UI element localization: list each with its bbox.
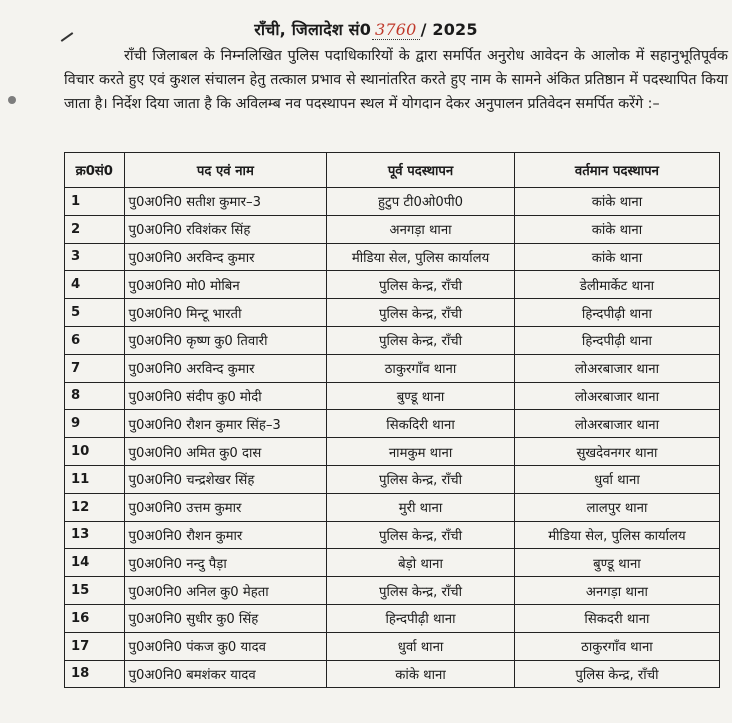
current-posting-cell: हिन्दपीढ़ी थाना bbox=[514, 326, 719, 354]
serial-cell: 18 bbox=[65, 660, 125, 688]
serial-cell: 16 bbox=[65, 604, 125, 632]
posting-table bbox=[64, 152, 720, 688]
previous-posting-cell: पुलिस केन्द्र, राँची bbox=[327, 465, 515, 493]
name-cell: पु0अ0नि0 सतीश कुमार–3 bbox=[124, 188, 327, 216]
serial-cell: 14 bbox=[65, 549, 125, 577]
current-posting-cell: पुलिस केन्द्र, राँची bbox=[514, 660, 719, 688]
order-number-handwritten: 3760 bbox=[372, 20, 420, 40]
table-row bbox=[65, 326, 720, 354]
order-body-text: राँची जिलाबल के निम्नलिखित पुलिस पदाधिकारियों के द्वारा समर्पित अनुरोध आवेदन के आलोक में सहानुभूतिपूर्वक विचार करते हुए एवं कुशल संचालन हेतु तत्काल प्रभाव से स्थानांतरित करते हुए नाम के सामने अंकित प्रतिष्ठान में पदस्थापित किया जाता है। निर्देश दिया जाता है कि अविलम्ब नव पदस्थापन स्थल में योगदान देकर अनुपालन प्रतिवेदन समर्पित करेंगे :– bbox=[64, 48, 728, 112]
name-cell: पु0अ0नि0 बमशंकर यादव bbox=[124, 660, 327, 688]
table-row bbox=[65, 438, 720, 466]
serial-cell: 2 bbox=[65, 215, 125, 243]
table-row bbox=[65, 215, 720, 243]
name-cell: पु0अ0नि0 रविशंकर सिंह bbox=[124, 215, 327, 243]
name-cell: पु0अ0नि0 रौशन कुमार bbox=[124, 521, 327, 549]
current-posting-cell: अनगड़ा थाना bbox=[514, 577, 719, 605]
serial-cell: 5 bbox=[65, 299, 125, 327]
previous-posting-cell: पुलिस केन्द्र, राँची bbox=[327, 326, 515, 354]
current-posting-cell: सुखदेवनगर थाना bbox=[514, 438, 719, 466]
order-heading-prefix: राँची, जिलादेश सं0 bbox=[254, 20, 372, 39]
previous-posting-cell: बुण्डू थाना bbox=[327, 382, 515, 410]
current-posting-cell: ठाकुरगाँव थाना bbox=[514, 632, 719, 660]
table-header-row bbox=[65, 153, 720, 188]
current-posting-cell: मीडिया सेल, पुलिस कार्यालय bbox=[514, 521, 719, 549]
current-posting-cell: लालपुर थाना bbox=[514, 493, 719, 521]
serial-cell: 13 bbox=[65, 521, 125, 549]
previous-posting-cell: ठाकुरगाँव थाना bbox=[327, 354, 515, 382]
name-cell: पु0अ0नि0 अरविन्द कुमार bbox=[124, 243, 327, 271]
serial-cell: 3 bbox=[65, 243, 125, 271]
serial-cell: 10 bbox=[65, 438, 125, 466]
previous-posting-cell: मीडिया सेल, पुलिस कार्यालय bbox=[327, 243, 515, 271]
name-cell: पु0अ0नि0 उत्तम कुमार bbox=[124, 493, 327, 521]
serial-cell: 6 bbox=[65, 326, 125, 354]
previous-posting-cell: सिकदिरी थाना bbox=[327, 410, 515, 438]
previous-posting-cell: हिन्दपीढ़ी थाना bbox=[327, 604, 515, 632]
current-posting-cell: कांके थाना bbox=[514, 215, 719, 243]
table-row bbox=[65, 632, 720, 660]
header-previous-posting: पूर्व पदस्थापन bbox=[327, 153, 515, 188]
table-row bbox=[65, 493, 720, 521]
current-posting-cell: सिकदरी थाना bbox=[514, 604, 719, 632]
serial-cell: 17 bbox=[65, 632, 125, 660]
name-cell: पु0अ0नि0 अरविन्द कुमार bbox=[124, 354, 327, 382]
header-name: पद एवं नाम bbox=[124, 153, 327, 188]
previous-posting-cell: हुटुप टी0ओ0पी0 bbox=[327, 188, 515, 216]
previous-posting-cell: मुरी थाना bbox=[327, 493, 515, 521]
serial-cell: 1 bbox=[65, 188, 125, 216]
previous-posting-cell: बेड़ो थाना bbox=[327, 549, 515, 577]
current-posting-cell: लोअरबाजार थाना bbox=[514, 410, 719, 438]
table-row bbox=[65, 410, 720, 438]
serial-cell: 8 bbox=[65, 382, 125, 410]
current-posting-cell: हिन्दपीढ़ी थाना bbox=[514, 299, 719, 327]
posting-table-body bbox=[65, 188, 720, 688]
name-cell: पु0अ0नि0 मिन्टू भारती bbox=[124, 299, 327, 327]
name-cell: पु0अ0नि0 नन्दु पैड़ा bbox=[124, 549, 327, 577]
current-posting-cell: लोअरबाजार थाना bbox=[514, 354, 719, 382]
name-cell: पु0अ0नि0 रौशन कुमार सिंह–3 bbox=[124, 410, 327, 438]
previous-posting-cell: पुलिस केन्द्र, राँची bbox=[327, 271, 515, 299]
table-row bbox=[65, 465, 720, 493]
current-posting-cell: बुण्डू थाना bbox=[514, 549, 719, 577]
header-serial: क्र0सं0 bbox=[65, 153, 125, 188]
table-row bbox=[65, 549, 720, 577]
name-cell: पु0अ0नि0 संदीप कु0 मोदी bbox=[124, 382, 327, 410]
serial-cell: 4 bbox=[65, 271, 125, 299]
serial-cell: 12 bbox=[65, 493, 125, 521]
current-posting-cell: लोअरबाजार थाना bbox=[514, 382, 719, 410]
previous-posting-cell: धुर्वा थाना bbox=[327, 632, 515, 660]
table-row bbox=[65, 521, 720, 549]
current-posting-cell: डेलीमार्केट थाना bbox=[514, 271, 719, 299]
order-heading-suffix: / 2025 bbox=[420, 20, 478, 39]
current-posting-cell: कांके थाना bbox=[514, 188, 719, 216]
punch-hole-mark bbox=[8, 96, 16, 104]
table-row bbox=[65, 243, 720, 271]
name-cell: पु0अ0नि0 अमित कु0 दास bbox=[124, 438, 327, 466]
previous-posting-cell: नामकुम थाना bbox=[327, 438, 515, 466]
serial-cell: 11 bbox=[65, 465, 125, 493]
previous-posting-cell: अनगड़ा थाना bbox=[327, 215, 515, 243]
previous-posting-cell: कांके थाना bbox=[327, 660, 515, 688]
table-row bbox=[65, 271, 720, 299]
name-cell: पु0अ0नि0 अनिल कु0 मेहता bbox=[124, 577, 327, 605]
table-row bbox=[65, 577, 720, 605]
name-cell: पु0अ0नि0 कृष्ण कु0 तिवारी bbox=[124, 326, 327, 354]
name-cell: पु0अ0नि0 सुधीर कु0 सिंह bbox=[124, 604, 327, 632]
current-posting-cell: कांके थाना bbox=[514, 243, 719, 271]
order-heading bbox=[0, 18, 732, 40]
table-row bbox=[65, 354, 720, 382]
previous-posting-cell: पुलिस केन्द्र, राँची bbox=[327, 299, 515, 327]
previous-posting-cell: पुलिस केन्द्र, राँची bbox=[327, 521, 515, 549]
header-current-posting: वर्तमान पदस्थापन bbox=[514, 153, 719, 188]
serial-cell: 15 bbox=[65, 577, 125, 605]
current-posting-cell: धुर्वा थाना bbox=[514, 465, 719, 493]
name-cell: पु0अ0नि0 चन्द्रशेखर सिंह bbox=[124, 465, 327, 493]
table-row bbox=[65, 299, 720, 327]
previous-posting-cell: पुलिस केन्द्र, राँची bbox=[327, 577, 515, 605]
table-row bbox=[65, 382, 720, 410]
serial-cell: 9 bbox=[65, 410, 125, 438]
serial-cell: 7 bbox=[65, 354, 125, 382]
name-cell: पु0अ0नि0 पंकज कु0 यादव bbox=[124, 632, 327, 660]
table-row bbox=[65, 604, 720, 632]
table-row bbox=[65, 188, 720, 216]
name-cell: पु0अ0नि0 मो0 मोबिन bbox=[124, 271, 327, 299]
table-row bbox=[65, 660, 720, 688]
